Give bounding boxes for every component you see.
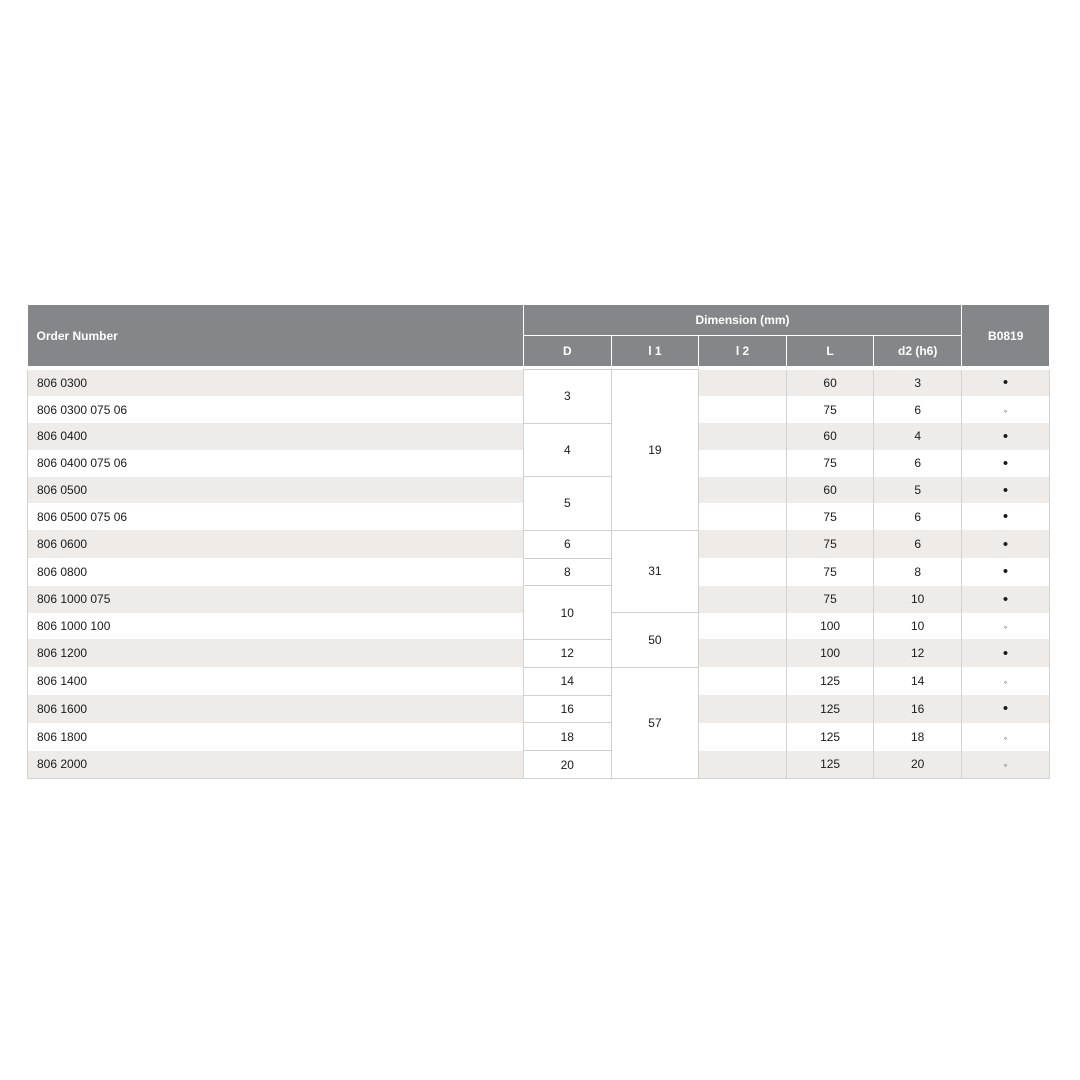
- l2-value-cell: [699, 396, 787, 423]
- l-value-cell: 75: [786, 396, 874, 423]
- header-b0819: B0819: [961, 305, 1049, 367]
- l2-value-cell: [699, 503, 787, 530]
- d-value-cell: 20: [524, 751, 612, 779]
- availability-cell: [961, 450, 1049, 477]
- availability-mark: •: [1002, 563, 1009, 581]
- availability-mark: •: [1002, 374, 1009, 392]
- d2-value-cell: 8: [874, 558, 962, 586]
- header-d2: d2 (h6): [874, 336, 962, 367]
- availability-cell: [961, 423, 1049, 450]
- d2-value-cell: 6: [874, 530, 962, 558]
- table-row: [28, 423, 1050, 450]
- availability-mark: ◦: [1003, 760, 1008, 771]
- product-dimension-table: [27, 305, 1050, 779]
- l2-value-cell: [699, 423, 787, 450]
- order-number-cell: 806 2000: [28, 751, 524, 779]
- table-row: [28, 477, 1050, 504]
- l2-value-cell: [699, 530, 787, 558]
- availability-mark: ◦: [1003, 732, 1008, 743]
- l-value-cell: 75: [786, 450, 874, 477]
- header-l: L: [786, 336, 874, 367]
- header-l1: l 1: [611, 336, 699, 367]
- availability-cell: [961, 370, 1049, 397]
- d-value-cell: 10: [524, 586, 612, 640]
- d-value-cell: 12: [524, 639, 612, 667]
- order-number-cell: 806 0800: [28, 558, 524, 586]
- d2-value-cell: 12: [874, 639, 962, 667]
- availability-mark: •: [1002, 700, 1009, 718]
- d2-value-cell: 4: [874, 423, 962, 450]
- l-value-cell: 75: [786, 530, 874, 558]
- order-number-cell: 806 1000 100: [28, 613, 524, 640]
- l-value-cell: 75: [786, 558, 874, 586]
- l-value-cell: 60: [786, 370, 874, 397]
- d2-value-cell: 3: [874, 370, 962, 397]
- d-value-cell: 18: [524, 723, 612, 751]
- d-value-cell: 6: [524, 530, 612, 558]
- l1-value-cell: 19: [611, 370, 699, 531]
- order-number-cell: 806 0400: [28, 423, 524, 450]
- l2-value-cell: [699, 370, 787, 397]
- l-value-cell: 125: [786, 751, 874, 779]
- order-number-cell: 806 0300 075 06: [28, 396, 524, 423]
- availability-cell: [961, 558, 1049, 586]
- l-value-cell: 125: [786, 723, 874, 751]
- d2-value-cell: 6: [874, 503, 962, 530]
- l2-value-cell: [699, 639, 787, 667]
- table-row: [28, 695, 1050, 723]
- l2-value-cell: [699, 751, 787, 779]
- l2-value-cell: [699, 613, 787, 640]
- l2-value-cell: [699, 558, 787, 586]
- availability-mark: •: [1002, 454, 1009, 472]
- availability-mark: ◦: [1003, 405, 1008, 416]
- d2-value-cell: 6: [874, 450, 962, 477]
- l-value-cell: 60: [786, 423, 874, 450]
- d-value-cell: 16: [524, 695, 612, 723]
- d2-value-cell: 18: [874, 723, 962, 751]
- table-row: [28, 370, 1050, 397]
- table-row: [28, 639, 1050, 667]
- d-value-cell: 5: [524, 477, 612, 531]
- availability-cell: [961, 503, 1049, 530]
- l-value-cell: 100: [786, 639, 874, 667]
- availability-mark: •: [1002, 427, 1009, 445]
- order-number-cell: 806 1000 075: [28, 586, 524, 613]
- availability-mark: •: [1002, 590, 1009, 608]
- l2-value-cell: [699, 695, 787, 723]
- availability-mark: •: [1002, 481, 1009, 499]
- d-value-cell: 8: [524, 558, 612, 586]
- header-d: D: [524, 336, 612, 367]
- l-value-cell: 60: [786, 477, 874, 504]
- availability-mark: •: [1002, 644, 1009, 662]
- d2-value-cell: 6: [874, 396, 962, 423]
- d2-value-cell: 20: [874, 751, 962, 779]
- availability-cell: [961, 751, 1049, 779]
- d2-value-cell: 5: [874, 477, 962, 504]
- availability-cell: [961, 695, 1049, 723]
- availability-cell: [961, 639, 1049, 667]
- availability-mark: ◦: [1003, 677, 1008, 688]
- availability-mark: •: [1002, 535, 1009, 553]
- table-row: [28, 558, 1050, 586]
- availability-cell: [961, 477, 1049, 504]
- availability-cell: [961, 530, 1049, 558]
- availability-cell: [961, 667, 1049, 695]
- order-number-cell: 806 1400: [28, 667, 524, 695]
- d2-value-cell: 10: [874, 613, 962, 640]
- l2-value-cell: [699, 667, 787, 695]
- d2-value-cell: 14: [874, 667, 962, 695]
- availability-mark: ◦: [1003, 622, 1008, 633]
- order-number-cell: 806 0500 075 06: [28, 503, 524, 530]
- d-value-cell: 3: [524, 370, 612, 424]
- d-value-cell: 14: [524, 667, 612, 695]
- l1-value-cell: 57: [611, 667, 699, 778]
- header-dimension-group: Dimension (mm): [524, 305, 962, 336]
- l-value-cell: 125: [786, 695, 874, 723]
- l-value-cell: 100: [786, 613, 874, 640]
- table-row: [28, 667, 1050, 695]
- order-number-cell: 806 0300: [28, 370, 524, 397]
- l2-value-cell: [699, 450, 787, 477]
- l2-value-cell: [699, 586, 787, 613]
- availability-cell: [961, 723, 1049, 751]
- l1-value-cell: 31: [611, 530, 699, 612]
- d2-value-cell: 10: [874, 586, 962, 613]
- d-value-cell: 4: [524, 423, 612, 477]
- order-number-cell: 806 1200: [28, 639, 524, 667]
- order-number-cell: 806 0400 075 06: [28, 450, 524, 477]
- availability-cell: [961, 613, 1049, 640]
- l-value-cell: 75: [786, 586, 874, 613]
- order-number-cell: 806 0600: [28, 530, 524, 558]
- table-row: [28, 723, 1050, 751]
- header-order-number: Order Number: [28, 305, 524, 367]
- table-row: [28, 530, 1050, 558]
- order-number-cell: 806 0500: [28, 477, 524, 504]
- availability-cell: [961, 586, 1049, 613]
- order-number-cell: 806 1800: [28, 723, 524, 751]
- order-number-cell: 806 1600: [28, 695, 524, 723]
- l-value-cell: 125: [786, 667, 874, 695]
- l-value-cell: 75: [786, 503, 874, 530]
- l2-value-cell: [699, 723, 787, 751]
- table-row: [28, 751, 1050, 779]
- table-row: [28, 586, 1050, 613]
- availability-mark: •: [1002, 508, 1009, 526]
- availability-cell: [961, 396, 1049, 423]
- l1-value-cell: 50: [611, 613, 699, 668]
- header-l2: l 2: [699, 336, 787, 367]
- l2-value-cell: [699, 477, 787, 504]
- d2-value-cell: 16: [874, 695, 962, 723]
